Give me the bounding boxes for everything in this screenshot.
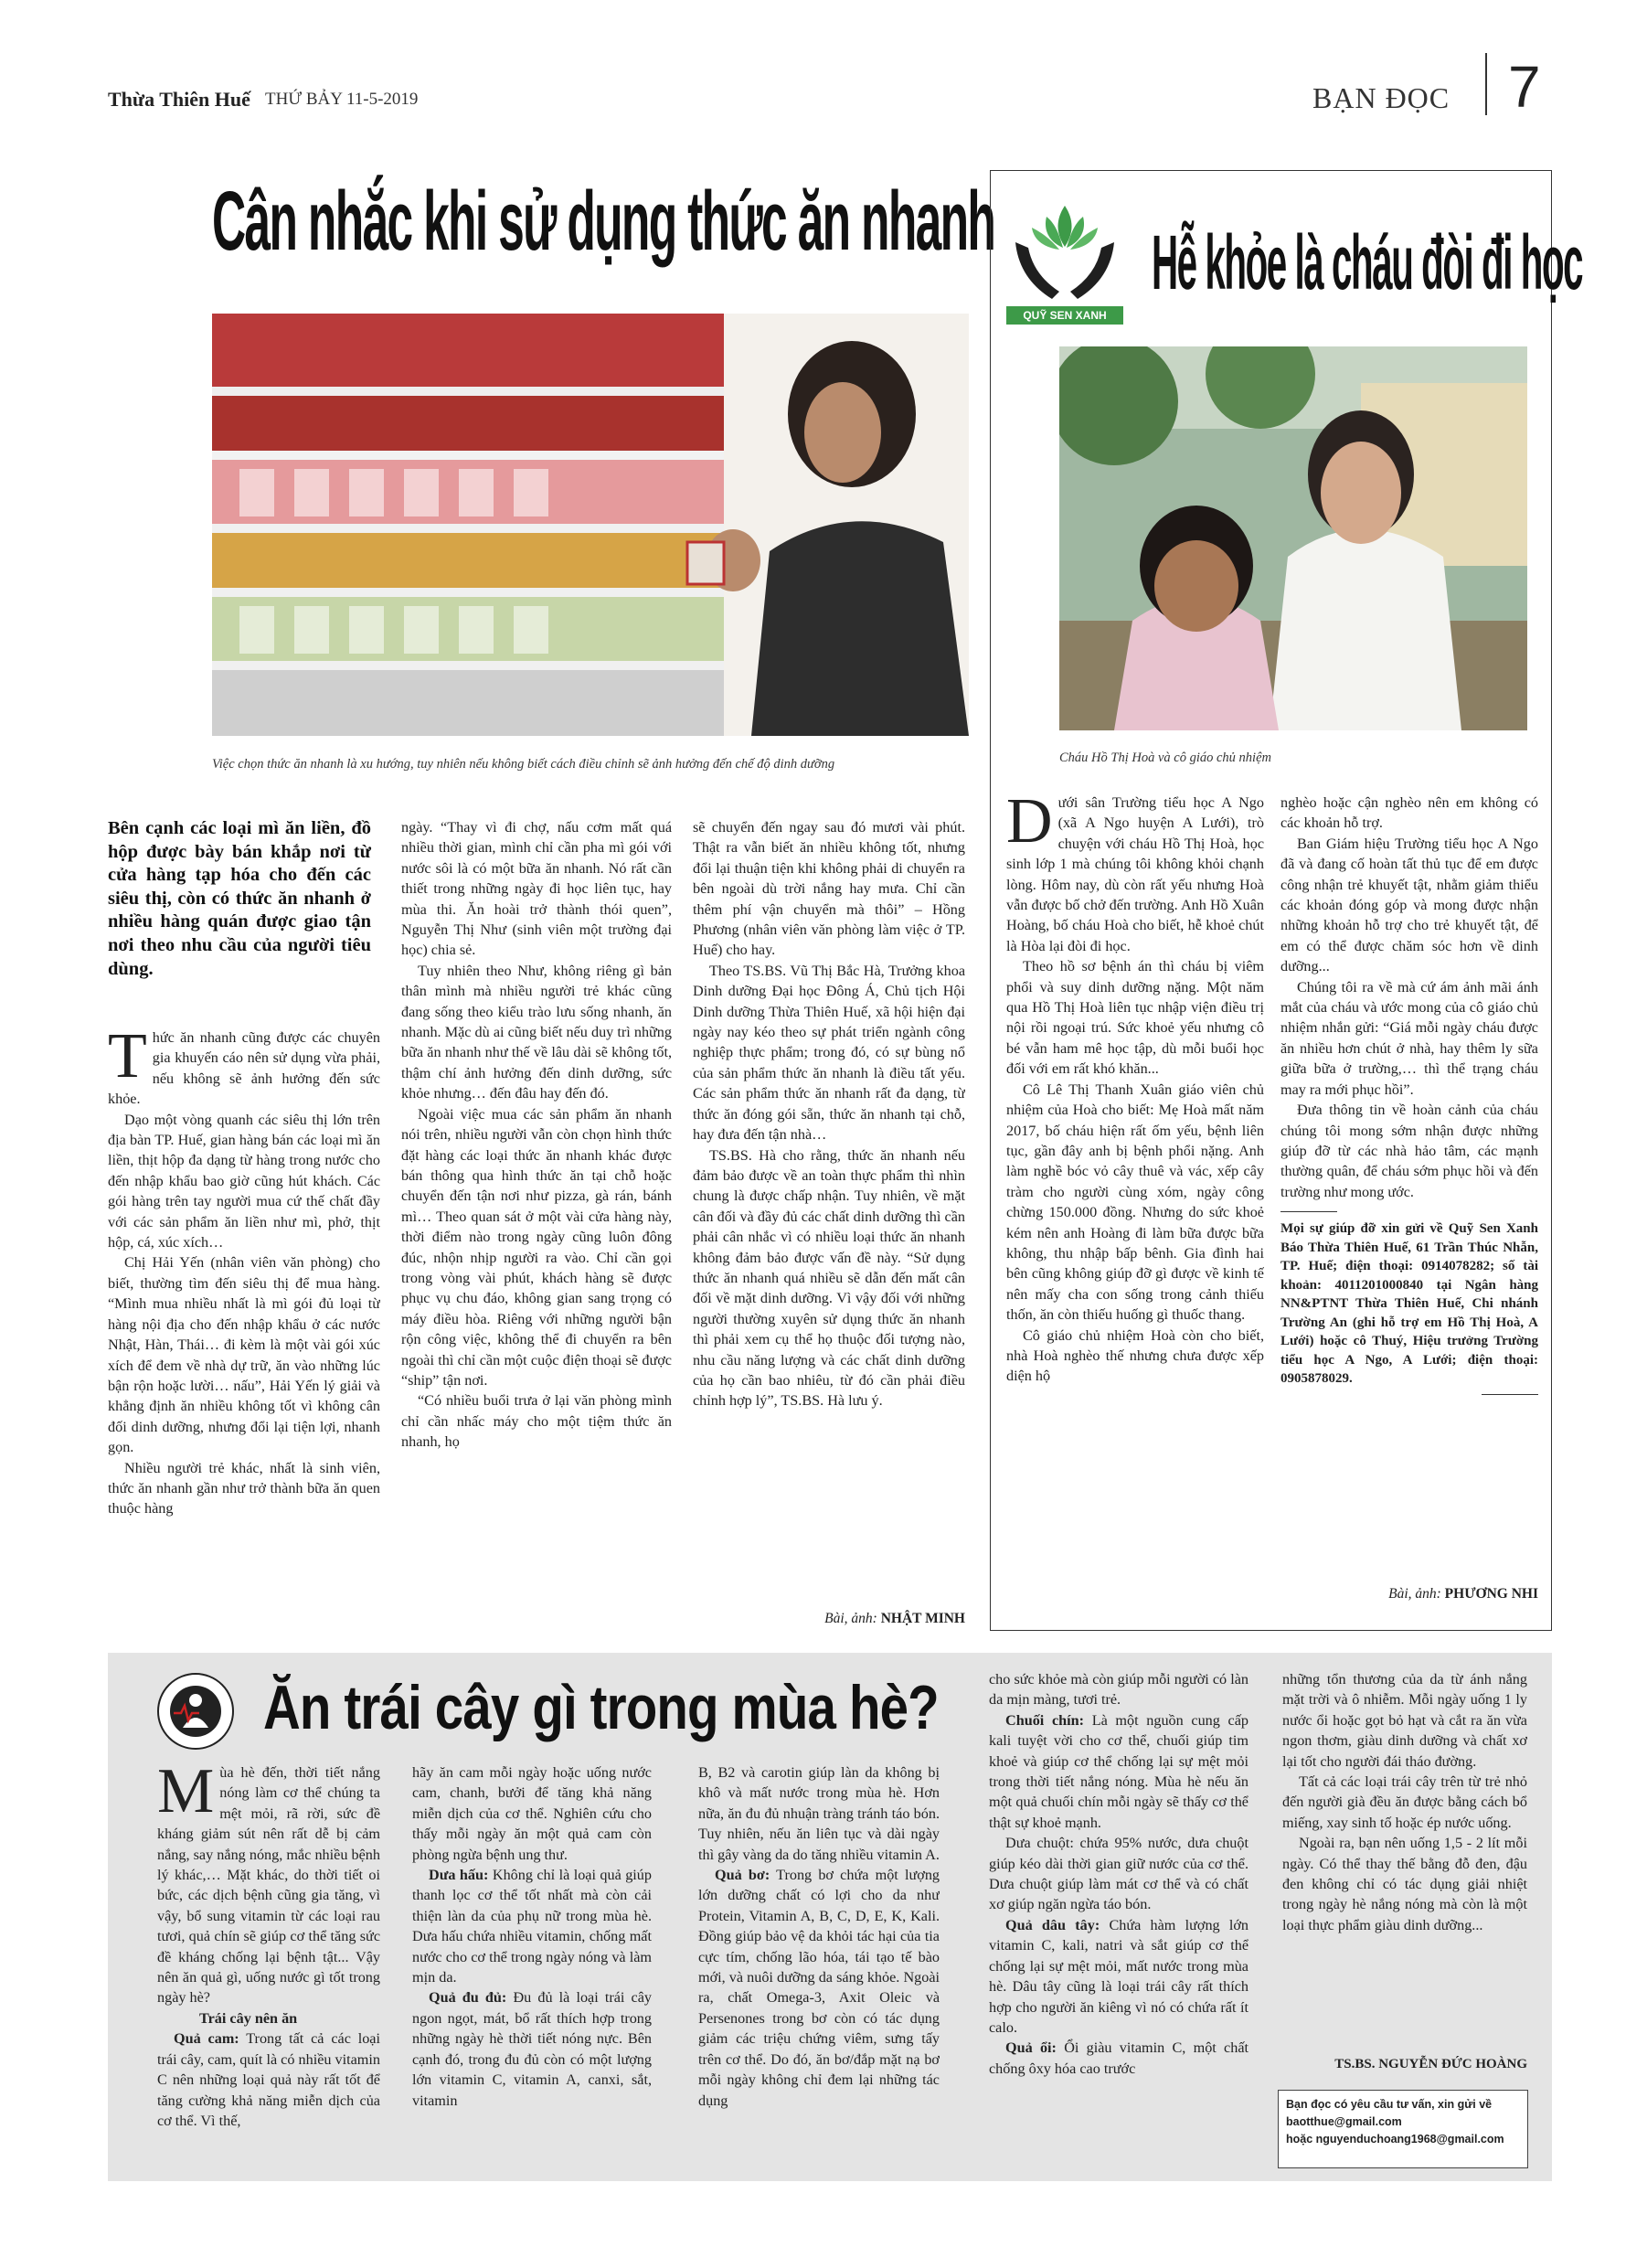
dropcap: M xyxy=(157,1762,215,1826)
health-column-logo xyxy=(157,1673,234,1750)
article-fast-food xyxy=(0,0,995,1645)
article1-byline: Bài, ảnh: NHẬT MINH xyxy=(824,1611,965,1626)
article3-paragraph: hãy ăn cam mỗi ngày hoặc uống nước cam, chanh, bưởi để tăng khả năng miễn dịch của cơ thể. Nghiên cứu cho thấy mỗi ngày ăn một quả cam còn phòng ngừa bệnh ung thư. xyxy=(412,1764,652,1863)
article2-paragraph: Theo hồ sơ bệnh án thì cháu bị viêm phổi và suy dinh dưỡng nặng. Một năm qua Hồ Thị Hoà liên tục nhập viện điều trị nội rồi ngoại trú. Sức khoẻ yếu nhưng cô bé vẫn ham mê học tập, dù mỗi buổi học đối với em rất khó khăn... xyxy=(1006,958,1264,1078)
article3-subheading: Trái cây nên ăn xyxy=(199,2009,298,2027)
article3-paragraph: Quả dâu tây: Chứa hàm lượng lớn vitamin C, kali, natri và sắt giúp cơ thể chống lại sự mệt mỏi, mất nước trong mùa hè. Dâu tây cũng là loại trái cây rất thích hợp cho người ăn kiêng vì nó có chứa rất ít calo. xyxy=(989,1916,1249,2036)
article2-photo-caption: Cháu Hồ Thị Hoà và cô giáo chủ nhiệm xyxy=(1059,751,1271,765)
article2-paragraph: Ban Giám hiệu Trường tiểu học A Ngo đã và đang cố hoàn tất thủ tục để em được công nhận trẻ khuyết tật, nhằm giảm thiểu các khoản đóng góp và mong được nhận những khoản hỗ trợ cho trẻ khuyết tật, để em có thể được chăm sóc hơn về dinh dưỡng... xyxy=(1280,835,1538,975)
article3-col4 xyxy=(989,1669,1249,2177)
article1-paragraph: Dạo một vòng quanh các siêu thị lớn trên địa bàn TP. Huế, gian hàng bán các loại mì ăn liền, thịt hộp đa dạng từ hàng trong nước cho đến nhập khẩu bao giờ cũng hút khách. Các gói hàng trên tay người mua cứ thế chất đầy với các sản phẩm ăn liền như mì, phở, thịt hộp, cá, xúc xích… xyxy=(108,1111,380,1251)
donation-note: Mọi sự giúp đỡ xin gửi về Quỹ Sen Xanh Báo Thừa Thiên Huế, 61 Trần Thúc Nhẫn, TP. Huế; điện thoại: 0914078282; số tài khoản: 4011201000840 tại Ngân hàng NN&PTNT Thừa Thiên Huế, Chi nhánh Trường An (ghi hỗ trợ em Hồ Thị Hoà, A Lưới) hoặc cô Thuý, Hiệu trưởng Trường tiểu học A Ngo, A Lưới; điện thoại: 0905878029. xyxy=(1280,1221,1538,1387)
article3-paragraph: cho sức khỏe mà còn giúp mỗi người có làn da mịn màng, tươi trẻ. xyxy=(989,1671,1249,1709)
article3-col5 xyxy=(1282,1669,1527,2053)
article3-paragraph: Quả bơ: Trong bơ chứa một lượng lớn dưỡng chất có lợi cho da như Protein, Vitamin A, B, C, D, E, K, Kali. Đồng giúp bảo vệ da khỏi tác hại của tia cực tím, chống lão hóa, tái tạo tế bào mới, và nuôi dưỡng da sáng khỏe. Ngoài ra, chất Omega-3, Axit Oleic và Persenones trong bơ còn có tác dụng giảm các triệu chứng viêm, sưng tấy trên cơ thể. Do đó, ăn bơ/đắp mặt nạ bơ mỗi ngày không chỉ đem lại những tác dụng xyxy=(698,1867,940,2109)
contact-email[interactable]: hoặc nguyenduchoang1968@gmail.com xyxy=(1286,2133,1504,2146)
lotus-hands-icon xyxy=(1006,197,1123,304)
article2-byline: Bài, ảnh: PHƯƠNG NHI xyxy=(1388,1586,1538,1602)
issue-date: THỨ BẢY 11-5-2019 xyxy=(265,90,419,109)
article3-byline: TS.BS. NGUYỄN ĐỨC HOÀNG xyxy=(1334,2057,1527,2071)
article3-col3 xyxy=(698,1762,940,2179)
article2-col1 xyxy=(1006,793,1264,1601)
article1-paragraph: TS.BS. Hà cho rằng, thức ăn nhanh nếu đảm bảo được về an toàn thực phẩm thì nhìn chung là được chấp nhận. Tuy nhiên, về mặt cân đối và đầy đủ các chất dinh dưỡng thì cần phải cân nhắc vì có nhiều loại thức ăn nhanh không đảm bảo được vấn đề này. “Sử dụng thức ăn nhanh quá nhiều sẽ dẫn đến mất cân đối về mặt dinh dưỡng. Vì vậy đối với những người thường xuyên sử dụng thức ăn nhanh thì phải xem cụ thể họ thuộc đối tượng nào, nhu cầu năng lượng và các chất dinh dưỡng của họ cần bao nhiêu, từ đó cần phải điều chỉnh hợp lý”, TS.BS. Hà lưu ý. xyxy=(693,1146,965,1410)
page-number: 7 xyxy=(1508,54,1541,120)
article3-paragraph: Mùa hè đến, thời tiết nắng nóng làm cơ thể chúng ta mệt mỏi, rã rời, sức đề kháng giảm sút nên rất dễ bị cảm nắng, say nắng nóng, mắc nhiều bệnh lý khác,… Mặt khác, do thời tiết oi bức, các dịch bệnh cũng gia tăng, vì vậy, bổ sung vitamin từ các loại rau tươi, quả chín sẽ giúp cơ thể tăng sức đề kháng chống lại bệnh tật... Vậy nên ăn quả gì, uống nước gì tốt trong ngày hè? xyxy=(157,1762,380,2007)
article1-title: Cân nhắc khi sử dụng thức ăn nhanh xyxy=(212,175,995,268)
quy-sen-xanh-logo xyxy=(1006,197,1123,325)
article1-photo-caption: Việc chọn thức ăn nhanh là xu hướng, tuy nhiên nếu không biết cách điều chỉnh sẽ ảnh hưởng đến chế độ dinh dưỡng xyxy=(212,757,835,772)
contact-line: Bạn đọc có yêu cầu tư vấn, xin gửi về xyxy=(1286,2098,1493,2111)
article3-paragraph: Ngoài ra, bạn nên uống 1,5 - 2 lít mỗi ngày. Có thể thay thế bằng đỗ đen, đậu đen không chỉ có tác dụng giải nhiệt trong ngày hè nắng nóng mà còn là một loại thực phẩm giàu dinh dưỡng... xyxy=(1282,1835,1527,1933)
article1-col1 xyxy=(108,1028,380,1664)
article2-paragraph: Cô Lê Thị Thanh Xuân giáo viên chủ nhiệm của Hoà cho biết: Mẹ Hoà mất năm 2017, bố cháu hiện rất ốm yếu, bệnh liên tục, gần đây anh bị bệnh phổi nặng. Anh làm nghề bóc vỏ cây thuê và vác, xếp cây tràm cho người cùng xóm, ngày công chừng 150.000 đồng. Nhưng do sức khoẻ kém nên anh Hoàng đi làm bữa được bữa không, thu nhập bấp bênh. Gia đình hai bên cũng không giúp đỡ gì được về kinh tế nên mấy cha con sống trong cảnh thiếu thốn, ăn còn thiếu huống gì thuốc thang. xyxy=(1006,1081,1264,1324)
article2-paragraph: Chúng tôi ra về mà cứ ám ảnh mãi ánh mắt của cháu và ước mong của cô giáo chủ nhiệm nhắn gửi: “Giá mỗi ngày cháu được ăn nhiều hơn chút ở nhà, hay thêm ly sữa giữa bữa ở trường,… thì thể trạng cháu may ra mới phục hồi”. xyxy=(1280,978,1538,1098)
article3-paragraph: Quả đu đủ: Đu đủ là loại trái cây ngon ngọt, mát, bổ rất thích hợp trong những ngày hè thời tiết nóng nực. Bên cạnh đó, trong đu đủ còn có một lượng lớn vitamin C, vitamin A, canxi, sắt, vitamin xyxy=(412,1989,652,2109)
article3-paragraph: Quả ổi: Ổi giàu vitamin C, một chất chống ôxy hóa cao trước xyxy=(989,2039,1249,2077)
article1-col2 xyxy=(401,817,672,1667)
dropcap: T xyxy=(108,1028,147,1091)
article1-paragraph: Tuy nhiên theo Như, không riêng gì bản thân mình mà nhiều người trẻ khác cũng đang sống theo kiểu trào lưu sống nhanh, ăn nhanh. Mặc dù ai cũng biết nếu duy trì những bữa ăn nhanh như thế về lâu dài sẽ không tốt, thậm chí ảnh hưởng đến dinh dưỡng, sức khỏe nhưng… đến đâu hay đến đó. xyxy=(401,962,672,1102)
article3-paragraph: Dưa hấu: Không chỉ là loại quả giúp thanh lọc cơ thể tốt nhất mà còn cải thiện làn da của phụ nữ trong mùa hè. Dưa hấu chứa nhiều vitamin, chống mất nước cho cơ thể trong ngày nóng và làm mịn da. xyxy=(412,1867,652,1986)
article2-col2 xyxy=(1280,793,1538,1524)
article2-title: Hễ khỏe là cháu đòi đi học xyxy=(1152,219,1583,305)
article1-col3 xyxy=(693,817,965,1603)
article1-paragraph: sẽ chuyển đến ngay sau đó mươi vài phút. Thật ra vẫn biết ăn nhiều không tốt, nhưng đổi lại thuận tiện khi không phải di chuyển ra bên ngoài dù trời nắng hay mưa. Chỉ cần thêm phí vận chuyển mà thôi” – Hồng Phương (nhân viên văn phòng làm việc ở TP. Huế) cho hay. xyxy=(693,819,965,959)
article3-paragraph: B, B2 và carotin giúp làn da không bị khô và mất nước trong mùa hè. Hơn nữa, ăn đu đủ nhuận tràng tránh táo bón. Tuy nhiên, nếu ăn liên tục và dài ngày thì gây vàng da do tăng nhiều vitamin A. xyxy=(698,1764,940,1863)
article3-paragraph: Dưa chuột: chứa 95% nước, dưa chuột giúp kéo dài thời gian giữ nước của cơ thể. Dưa chuột giúp làm mát cơ thể và có chất xơ giúp ngăn ngừa táo bón. xyxy=(989,1835,1249,1913)
article1-paragraph: Nhiều người trẻ khác, nhất là sinh viên, thức ăn nhanh gần như trở thành bữa ăn quen thuộc hàng xyxy=(108,1459,380,1517)
teacher-student-photo xyxy=(1059,346,1527,730)
logo-label: QUỸ SEN XANH xyxy=(1006,306,1123,325)
article3-paragraph: Chuối chín: Là một nguồn cung cấp kali tuyệt vời cho cơ thể, chuối giúp tim khoẻ và giúp cơ thể chống lại sự mệt mỏi trong thời tiết nắng nóng. Mùa hè nếu ăn một quả chuối chín mỗi ngày sẽ thấy cơ thể thật sự khoẻ mạnh. xyxy=(989,1711,1249,1831)
article1-paragraph: Thức ăn nhanh cũng được các chuyên gia khuyến cáo nên sử dụng vừa phải, nếu không sẽ ảnh hưởng đến sức khỏe. xyxy=(108,1028,380,1108)
article1-paragraph: ngày. “Thay vì đi chợ, nấu cơm mất quá nhiều thời gian, mình chỉ cần pha mì gói với nước sôi là có một bữa ăn nhanh. Nó rất cần thiết trong những ngày đi học liên tục, hay mùa thi. Ăn hoài trở thành thói quen”, Nguyễn Thị Như (sinh viên một trường đại học) chia sẻ. xyxy=(401,819,672,959)
divider xyxy=(1280,1211,1337,1212)
article3-title: Ăn trái cây gì trong mùa hè? xyxy=(263,1673,939,1742)
header-divider xyxy=(1485,53,1487,115)
health-logo-icon xyxy=(157,1673,234,1750)
article2-paragraph: Cô giáo chủ nhiệm Hoà còn cho biết, nhà Hoà nghèo thế nhưng chưa được xếp diện hộ xyxy=(1006,1326,1264,1385)
article1-paragraph: “Có nhiều buổi trưa ở lại văn phòng mình chỉ cần nhấc máy cho một tiệm thức ăn nhanh, họ xyxy=(401,1392,672,1451)
section-name: BẠN ĐỌC xyxy=(1312,81,1450,114)
article3-col1 xyxy=(157,1762,380,2179)
contact-box xyxy=(1278,2090,1528,2168)
article1-paragraph: Chị Hải Yến (nhân viên văn phòng) cho biết, thường tìm đến siêu thị để mua hàng. “Mình mua nhiều nhất là mì gói đủ loại từ hàng nội địa cho đến nhập khẩu ở các nước Nhật, Hàn, Thái… đi kèm là một vài gói xúc xích để đem về nhà dự trữ, ăn vào những lúc bận rộn hoặc lười… nấu”, Hải Yến lý giải và khẳng định ăn nhiều không tốt vì không cân đối dinh dưỡng, nhưng đổi lại tiện lợi, nhanh gọn. xyxy=(108,1254,380,1456)
article3-paragraph: những tổn thương của da từ ánh nắng mặt trời và ô nhiễm. Mỗi ngày uống 1 ly nước ổi hoặc gọt bỏ hạt và cắt ra ăn vừa ngon thơm, giàu dinh dưỡng và chất xơ lại tốt cho người đái tháo đường. xyxy=(1282,1671,1527,1770)
article3-paragraph: Quả cam: Trong tất cả các loại trái cây, cam, quít là có nhiều vitamin C nên những loại quả này rất tốt để tăng cường khả năng miễn dịch của cơ thể. Vì thế, xyxy=(157,2030,380,2129)
paper-name: Thừa Thiên Huế xyxy=(108,88,250,111)
article-quy-sen-xanh-box xyxy=(990,170,1583,1631)
article2-paragraph: Đưa thông tin về hoàn cảnh của cháu chúng tôi mong sớm nhận được những giúp đỡ từ các nhà hảo tâm, các mạnh thường quân, để cháu sớm phục hồi và đến trường như mong ước. xyxy=(1280,1102,1538,1200)
article3-paragraph: Tất cả các loại trái cây trên từ trẻ nhỏ đến người già đều ăn được bằng cách bổ miếng, xay sinh tố hoặc ép nước uống. xyxy=(1282,1773,1527,1831)
article1-lead: Bên cạnh các loại mì ăn liền, đồ hộp được bày bán khắp nơi từ cửa hàng tạp hóa cho đến các siêu thị, còn có thức ăn nhanh ở nhiều hàng quán được giao tận nơi theo nhu cầu của người tiêu dùng. xyxy=(108,818,371,979)
article2-paragraph: Dưới sân Trường tiểu học A Ngo (xã A Ngo huyện A Lưới), trò chuyện với cháu Hồ Thị Hoà, học sinh lớp 1 mà chúng tôi không khỏi chạnh lòng. Hôm nay, dù còn rất yếu nhưng Hoà vẫn được bố chở đến trường. Anh Hồ Xuân Hoàng, bố cháu Hoà cho biết, hễ khoẻ chút là Hòa lại đòi đi học. xyxy=(1006,793,1264,954)
dropcap: D xyxy=(1006,793,1053,857)
article1-paragraph: Ngoài việc mua các sản phẩm ăn nhanh nói trên, nhiều người vẫn còn chọn hình thức đặt hàng các loại thức ăn nhanh khác được bán thông qua hình thức ăn tại chỗ hoặc chuyển đến tận nơi như pizza, gà rán, bánh mì… Theo quan sát ở một vài cửa hàng này, thời điểm nào trong ngày cũng luôn đông đúc, nhộn nhịp người ra vào. Chỉ cần gọi trong vòng vài phút, khách hàng sẽ được phục vụ chu đáo, không gian sang trọng có máy điều hòa. Riêng với những người bận rộn công việc, không thể đi chuyển ra bên ngoài thì chỉ cần một cuộc điện thoại sẽ được “ship” tận nơi. xyxy=(401,1105,672,1389)
article3-col2 xyxy=(412,1762,652,2179)
article2-paragraph: nghèo hoặc cận nghèo nên em không có các khoản hỗ trợ. xyxy=(1280,794,1538,832)
divider xyxy=(1482,1394,1538,1395)
supermarket-photo xyxy=(212,314,969,736)
article-summer-fruit xyxy=(108,1653,1552,2181)
contact-email[interactable]: baotthue@gmail.com xyxy=(1286,2115,1402,2128)
article1-paragraph: Theo TS.BS. Vũ Thị Bắc Hà, Trưởng khoa Dinh dưỡng Đại học Đông Á, Chủ tịch Hội Dinh dưỡng Thừa Thiên Huế, xã hội hiện đại ngày nay kéo theo sự phát triển ngành công nghiệp thực phẩm; trong đó, có sự bùng nổ của sản phẩm thức ăn nhanh là điều tất yếu. Các sản phẩm thức ăn nhanh rất đa dạng, từ thức ăn đóng gói sẵn, thức ăn nhanh tại chỗ, hay đưa đến tận nhà… xyxy=(693,962,965,1144)
